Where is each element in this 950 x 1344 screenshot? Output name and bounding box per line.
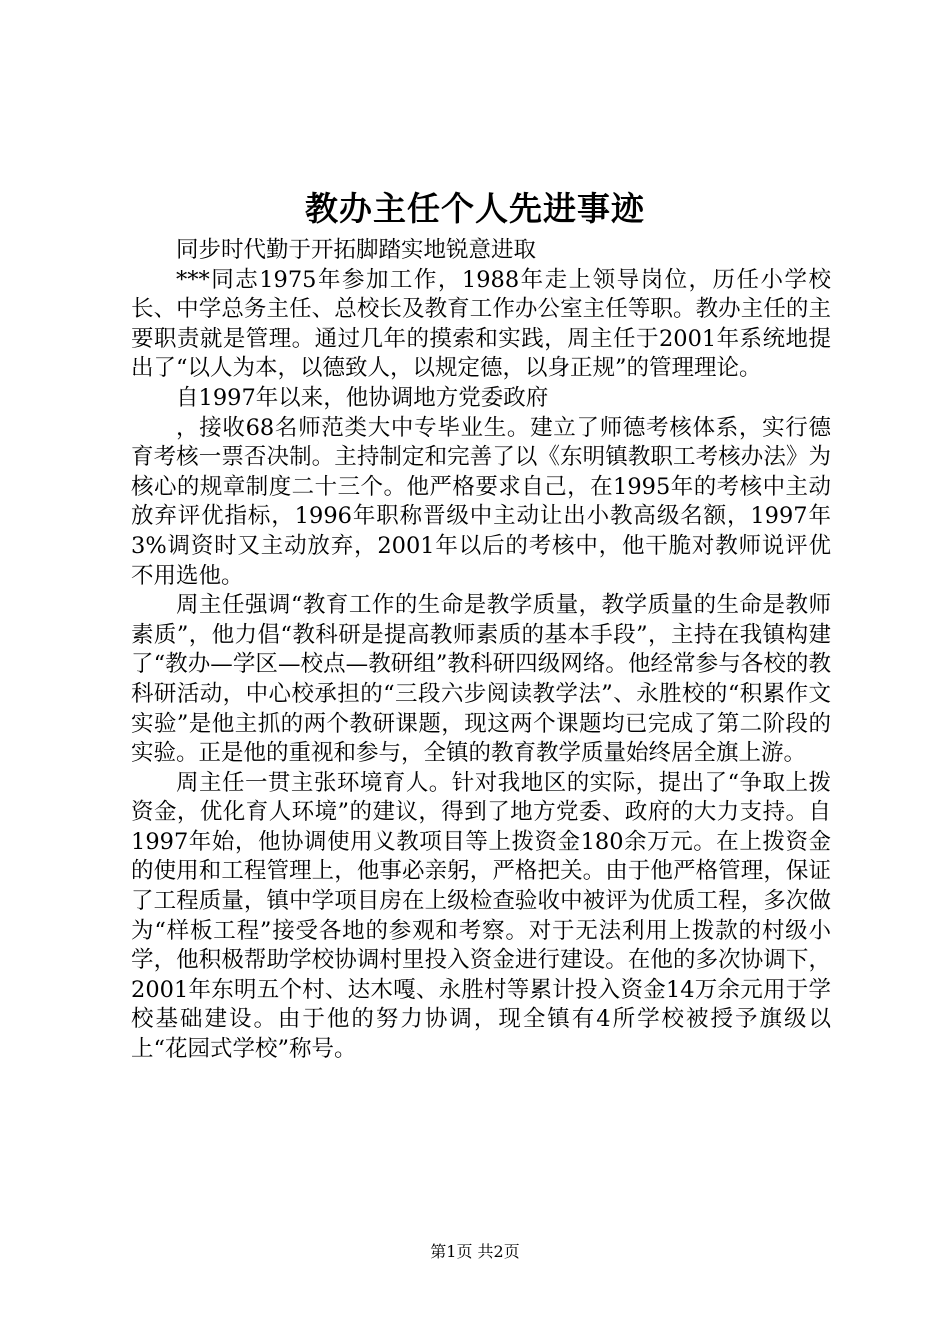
document-title: 教办主任个人先进事迹 [305,189,645,228]
paragraph: 自1997年以来，他协调地方党委政府 [176,384,549,411]
paragraph-subtitle: 同步时代勤于开拓脚踏实地锐意进取 [176,237,537,263]
document-body [131,236,831,1065]
paragraph: ，接收68名师范类大中专毕业生。建立了师德考核体系，实行德育考核一票否决制。主持制定和完善了以《东明镇教职工考核办法》为核心的规章制度二十三个。他严格要求自己，在1995年的考核中主动放弃评优指标，1996年职称晋级中主动让出小教高级名额，1997年3%调资时又主动放弃，2001年以后的考核中，他干脆对教师说评优不用选他。 [131,414,831,589]
paragraph: 周主任强调“教育工作的生命是教学质量，教学质量的生命是教师素质”，他力倡“教科研是提高教师素质的基本手段”，主持在我镇构建了“教办—学区—校点—教研组”教科研四级网络。他经常参与各校的教科研活动，中心校承担的“三段六步阅读教学法”、永胜校的“积累作文实验”是他主抓的两个教研课题，现这两个课题均已完成了第二阶段的实验。正是他的重视和参与，全镇的教育教学质量始终居全旗上游。 [131,592,831,767]
paragraph: ***同志1975年参加工作，1988年走上领导岗位，历任小学校长、中学总务主任、总校长及教育工作办公室主任等职。教办主任的主要职责就是管理。通过几年的摸索和实践，周主任于2001年系统地提出了“以人为本，以德致人，以规定德，以身正规”的管理理论。 [131,266,831,382]
page-footer: 第1页 共2页 [430,1242,520,1261]
paragraph: 周主任一贯主张环境育人。针对我地区的实际，提出了“争取上拨资金，优化育人环境”的建议，得到了地方党委、政府的大力支持。自1997年始，他协调使用义教项目等上拨资金180余万元。在上拨资金的使用和工程管理上，他事必亲躬，严格把关。由于他严格管理，保证了工程质量，镇中学项目房在上级检查验收中被评为优质工程，多次做为“样板工程”接受各地的参观和考察。对于无法利用上拨款的村级小学，他积极帮助学校协调村里投入资金进行建设。在他的多次协调下，2001年东明五个村、达木嘎、永胜村等累计投入资金14万余元用于学校基础建设。由于他的努力协调，现全镇有4所学校被授予旗级以上“花园式学校”称号。 [131,769,831,1063]
